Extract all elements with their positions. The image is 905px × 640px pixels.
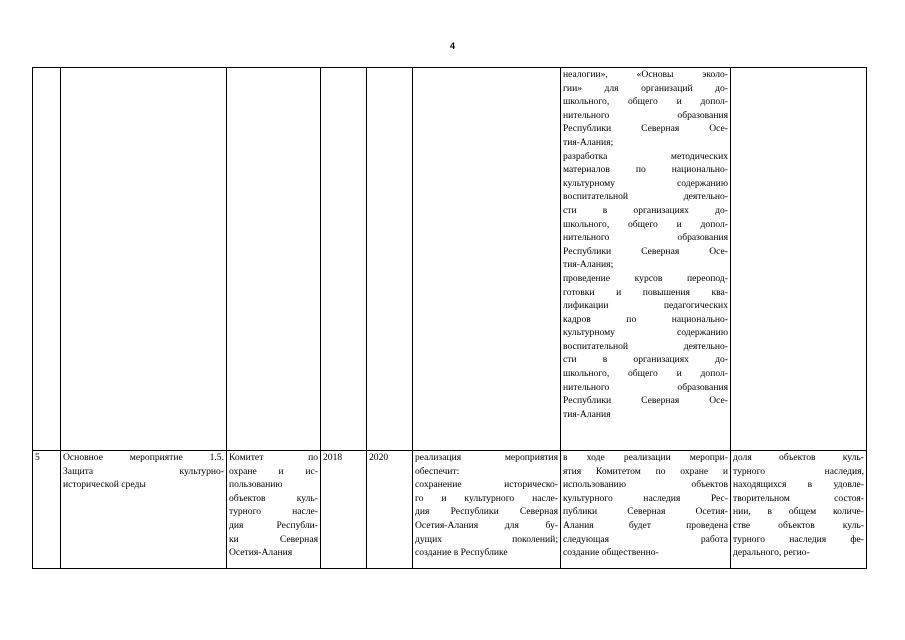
cell-measure-name [61,451,227,569]
text-lines [563,451,728,560]
text-line: дерального, регио- [733,547,810,559]
text-line: ятия Комитетом по охране и [563,465,728,477]
text-line: Республики Северная Осе- [563,123,728,135]
text-line: разработка методических [563,150,728,162]
text-line: Защита культурно- [63,465,224,477]
text-line: находящихся в удовле- [733,479,864,491]
text-line: создание общественно- [563,547,659,559]
text-lines [563,68,728,421]
text-line: гии» для организаций до- [563,82,728,94]
cell-measures-continuation [561,68,731,451]
text-line: пользованию [229,479,283,491]
text-line: дия Республи- [229,519,318,531]
cell-expected-result [413,451,561,569]
text-line: следующая работа [563,533,728,545]
text-line: охране и ис- [229,465,318,477]
text-line: готовки и повышения ква- [563,286,728,298]
text-line: воспитательной деятельно- [563,340,728,352]
text-line: турного наследия фе- [733,533,864,545]
text-line: Комитет по [229,452,318,463]
text-line: дия Республики Северная [415,506,558,518]
text-line: Алания будет проведена [563,519,728,531]
text-line: тия-Алания [563,408,611,420]
text-line: объектов куль- [229,492,318,504]
text-line: культурному содержанию [563,327,728,339]
text-line: сохранение историческо- [415,479,558,491]
text-line: тия-Алания; [563,136,614,148]
text-line: тия-Алания; [563,259,614,271]
cell-measures-description [561,451,731,569]
text-line: проведение курсов переопод- [563,272,728,284]
text-line: Осетия-Алания [229,547,293,559]
text-line: Осетия-Алания для бу- [415,519,558,531]
cell-start-year: 2018 [321,451,367,569]
cell-end-year: 2020 [367,451,413,569]
cell-name-empty [61,68,227,451]
cell-end-empty [367,68,413,451]
text-line: материалов по национально- [563,164,728,176]
text-lines [63,451,224,492]
text-line: ки Северная [229,533,318,545]
table-row-continuation [33,68,867,451]
text-line: лификации педагогических [563,300,728,312]
text-line: создание в Республике [415,547,508,559]
cell-result-empty [413,68,561,451]
text-lines [733,451,864,560]
text-line: школьного, общего и допол- [563,218,728,230]
cell-indicator-empty [731,68,867,451]
cell-row-number: 5 [33,451,61,569]
text-line: нии, в общем количе- [733,506,864,518]
text-line: школьного, общего и допол- [563,96,728,108]
text-line: го и культурного насле- [415,492,558,504]
text-line: исторической среды [63,479,146,491]
text-line: культурному содержанию [563,177,728,189]
cell-executor-empty [227,68,321,451]
text-line: использованию объектов [563,479,728,491]
text-line: творительном состоя- [733,492,864,504]
text-line: реализация мероприятия [415,452,558,463]
text-line: сти в организациях до- [563,354,728,366]
text-line: обеспечит: [415,465,460,477]
text-line: дущих поколений; [415,533,558,545]
measures-table [32,67,867,569]
page-number: 4 [449,41,455,51]
text-line: воспитательной деятельно- [563,191,728,203]
text-line: сти в организациях до- [563,204,728,216]
text-line: публики Северная Осетия- [563,506,728,518]
text-line: школьного, общего и допол- [563,368,728,380]
text-line: культурного наследия Рес- [563,492,728,504]
table-row-5 [33,451,867,569]
text-line: Основное мероприятие 1.5. [63,452,224,463]
text-line: турного наследия, [733,465,864,477]
cell-num-empty [33,68,61,451]
cell-start-empty [321,68,367,451]
cell-indicator [731,451,867,569]
text-lines [229,451,318,560]
cell-executor [227,451,321,569]
text-line: Республики Северная Осе- [563,245,728,257]
text-line: нительного образования [563,381,728,393]
text-line: нительного образования [563,109,728,121]
text-line: Республики Северная Осе- [563,395,728,407]
text-lines [415,451,558,560]
text-line: доля объектов куль- [733,452,864,463]
text-line: неалогии», «Основы эколо- [563,69,728,80]
text-line: стве объектов куль- [733,519,864,531]
text-line: турного насле- [229,506,318,518]
text-line: нительного образования [563,232,728,244]
text-line: кадров по национально- [563,313,728,325]
text-line: в ходе реализации меропри- [563,452,728,463]
